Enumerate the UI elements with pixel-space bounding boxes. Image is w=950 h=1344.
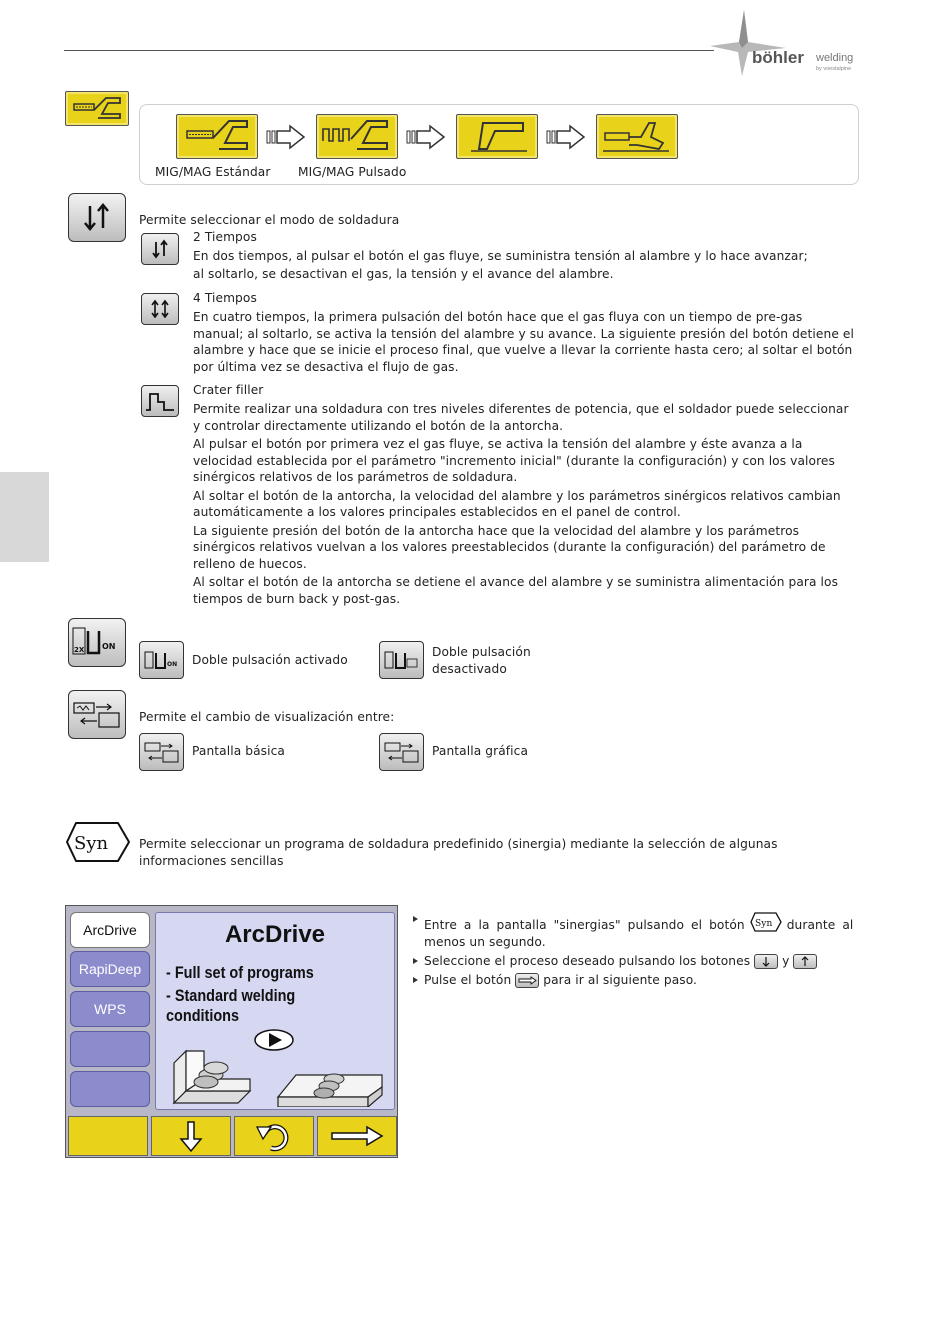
display-graphic-button[interactable]: [379, 733, 424, 771]
tab-rapideep[interactable]: [70, 951, 150, 987]
screen-bullet-1: - Full set of programs: [166, 963, 314, 982]
synergy-icon: [749, 911, 783, 933]
text-line: sinérgicos relativos vuelvan a los valores preestablecidos (durante la configuración) del parámetro de: [193, 540, 826, 554]
tab-label: WPS: [94, 1001, 126, 1017]
screen-footer-blank[interactable]: [68, 1116, 148, 1156]
synergy-button[interactable]: [64, 820, 132, 864]
two-stroke-desc: [193, 248, 808, 283]
screen-footer-back[interactable]: [234, 1116, 314, 1156]
tab-empty-4[interactable]: [70, 1031, 150, 1067]
text-line: relleno de huecos.: [193, 556, 307, 571]
side-tab: [0, 472, 49, 562]
svg-text:Syn: Syn: [754, 919, 773, 929]
two-stroke-title: 2 Tiempos: [193, 230, 257, 244]
instruction-text: Seleccione el proceso deseado pulsando los botones: [424, 954, 751, 968]
trigger-mode-button[interactable]: [68, 193, 126, 242]
mode-mma[interactable]: [596, 114, 678, 159]
text-line: Doble pulsación: [432, 645, 531, 659]
crater-filler-icon: [142, 386, 178, 416]
four-stroke-desc: [193, 309, 854, 375]
tab-label: ArcDrive: [83, 922, 137, 938]
instruction-text: menos un segundo.: [424, 935, 546, 949]
text-line: manual; al soltarlo, se activa la tensión del alambre y su avance. La siguiente presión del botón detiene el: [193, 326, 854, 341]
text-line: alambre y hace que se inicie el proceso final, que vuelve a llevar la corriente hasta cero; al soltar el botón: [193, 343, 853, 357]
tab-empty-5[interactable]: [70, 1071, 150, 1107]
display-toggle-icon: [140, 734, 183, 770]
display-toggle-button[interactable]: [68, 690, 126, 739]
double-pulse-on-label: Doble pulsación activado: [192, 653, 348, 667]
four-stroke-title: 4 Tiempos: [193, 291, 257, 305]
text-line: Al pulsar el botón por primera vez el gas fluye, se activa la tensión del alambre y éste avanza a la: [193, 437, 803, 451]
mma-electrode-icon: [597, 115, 676, 157]
text-line: tiempos de burn back y post-gas.: [193, 591, 401, 606]
double-pulse-on-icon: [140, 642, 183, 678]
display-toggle-icon: [69, 691, 124, 737]
header-rule: [64, 50, 714, 51]
tab-arcdrive[interactable]: [70, 912, 150, 948]
mig-pulsed-icon: [317, 115, 396, 157]
double-pulse-icon: [69, 619, 124, 665]
text-line: al soltarlo, se desactivan el gas, la tensión y el avance del alambre.: [193, 266, 614, 281]
brand-name: böhler: [752, 48, 804, 67]
synergy-screen: [65, 905, 398, 1158]
screen-footer-down[interactable]: [151, 1116, 231, 1156]
gouging-icon: [457, 115, 536, 157]
mig-standard-icon: [177, 115, 256, 157]
screen-title: ArcDrive: [224, 921, 326, 948]
text-line: por última vez se desactiva el flujo de gas.: [193, 359, 459, 374]
weld-joint-illustration: [166, 1035, 392, 1107]
text-line: automáticamente a los valores principales establecidos en el panel de control.: [193, 505, 681, 519]
display-graphic-label: Pantalla gráfica: [432, 744, 529, 758]
svg-text:Syn: Syn: [74, 833, 109, 854]
instruction-step-1: [412, 911, 859, 951]
instruction-step-3: [412, 972, 859, 989]
double-pulse-off-button[interactable]: [379, 641, 424, 679]
text-line: y controlar directamente utilizando el botón de la antorcha.: [193, 418, 564, 433]
mode-mig-standard[interactable]: [176, 114, 258, 159]
screen-main-panel: [155, 912, 395, 1110]
text-line: informaciones sencillas: [139, 853, 284, 868]
svg-text:ON: ON: [102, 642, 116, 651]
instruction-text: Entre a la pantalla "sinergias" pulsando el botón: [424, 918, 745, 932]
double-pulse-on-button[interactable]: [139, 641, 184, 679]
display-intro: Permite el cambio de visualización entre:: [139, 710, 395, 724]
instruction-text: Pulse el botón: [424, 973, 512, 987]
display-basic-button[interactable]: [139, 733, 184, 771]
text-line: desactivado: [432, 662, 507, 676]
arrow-right-icon: [266, 124, 306, 150]
process-mode-button[interactable]: [65, 91, 129, 126]
undo-icon: [255, 1119, 293, 1153]
double-pulse-button[interactable]: [68, 618, 126, 667]
brand-tag: by voestalpine: [816, 66, 852, 72]
text-line: Al soltar el botón de la antorcha, la velocidad del alambre y los parámetros sinérgicos relativos cambian: [193, 488, 841, 503]
instruction-step-2: [412, 953, 859, 970]
two-stroke-icon: [142, 234, 178, 264]
svg-text:ON: ON: [167, 661, 178, 668]
crater-filler-button[interactable]: [141, 385, 179, 417]
trigger-intro: Permite seleccionar el modo de soldadura: [139, 213, 400, 227]
arrow-right-icon: [406, 124, 446, 150]
next-button-icon: [515, 973, 539, 988]
up-button-icon: [793, 954, 817, 969]
text-line: La siguiente presión del botón de la antorcha hace que la velocidad del alambre y los parámetros: [193, 523, 800, 538]
text-line: Permite seleccionar un programa de soldadura predefinido (sinergia) mediante la selección de algunas: [139, 837, 778, 851]
display-toggle-icon: [380, 734, 423, 770]
four-stroke-button[interactable]: [141, 293, 179, 325]
instruction-text: para ir al siguiente paso.: [543, 973, 698, 987]
instruction-list: [412, 911, 859, 989]
text-line: En dos tiempos, al pulsar el botón el gas fluye, se suministra tensión al alambre y lo hace avanzar;: [193, 249, 808, 263]
screen-footer-next[interactable]: [317, 1116, 397, 1156]
screen-bullet-2: - Standard welding conditions: [166, 986, 296, 1025]
double-pulse-off-icon: [380, 642, 423, 678]
brand-logo: [708, 8, 878, 78]
crater-title: Crater filler: [193, 383, 264, 397]
brand-sub: welding: [816, 52, 854, 64]
down-button-icon: [754, 954, 778, 969]
text-line: sinérgicos relativos de los parámetros de soldadura.: [193, 470, 518, 484]
mig-torch-icon: [66, 92, 127, 124]
mode-label-standard: MIG/MAG Estándar: [155, 165, 271, 179]
double-pulse-off-label: [432, 644, 531, 678]
two-stroke-button[interactable]: [141, 233, 179, 265]
text-line: velocidad establecida por el parámetro "incremento inicial" (durante la configuración) y con los valores: [193, 453, 835, 468]
arrow-down-icon: [176, 1119, 206, 1153]
text-line: Al soltar el botón de la antorcha se detiene el avance del alambre y se suministra alimentación para los: [193, 575, 839, 589]
arrow-right-icon: [329, 1124, 385, 1148]
instruction-text: y: [782, 954, 790, 968]
arrow-right-icon: [546, 124, 586, 150]
crater-desc: [193, 401, 849, 607]
two-stroke-icon: [69, 194, 124, 240]
text-line: Permite realizar una soldadura con tres niveles diferentes de potencia, que el soldador puede seleccionar: [193, 402, 849, 416]
four-stroke-icon: [142, 294, 178, 324]
mode-label-pulsed: MIG/MAG Pulsado: [298, 165, 407, 179]
tab-label: RapiDeep: [78, 961, 142, 977]
svg-text:2X: 2X: [74, 646, 85, 654]
text-line: En cuatro tiempos, la primera pulsación del botón hace que el gas fluya con un tiempo de pre-gas: [193, 310, 803, 324]
display-basic-label: Pantalla básica: [192, 744, 285, 758]
synergy-desc: [139, 836, 778, 869]
mode-gouging[interactable]: [456, 114, 538, 159]
instruction-text: durante al: [786, 918, 854, 932]
tab-wps[interactable]: [70, 991, 150, 1027]
mode-mig-pulsed[interactable]: [316, 114, 398, 159]
